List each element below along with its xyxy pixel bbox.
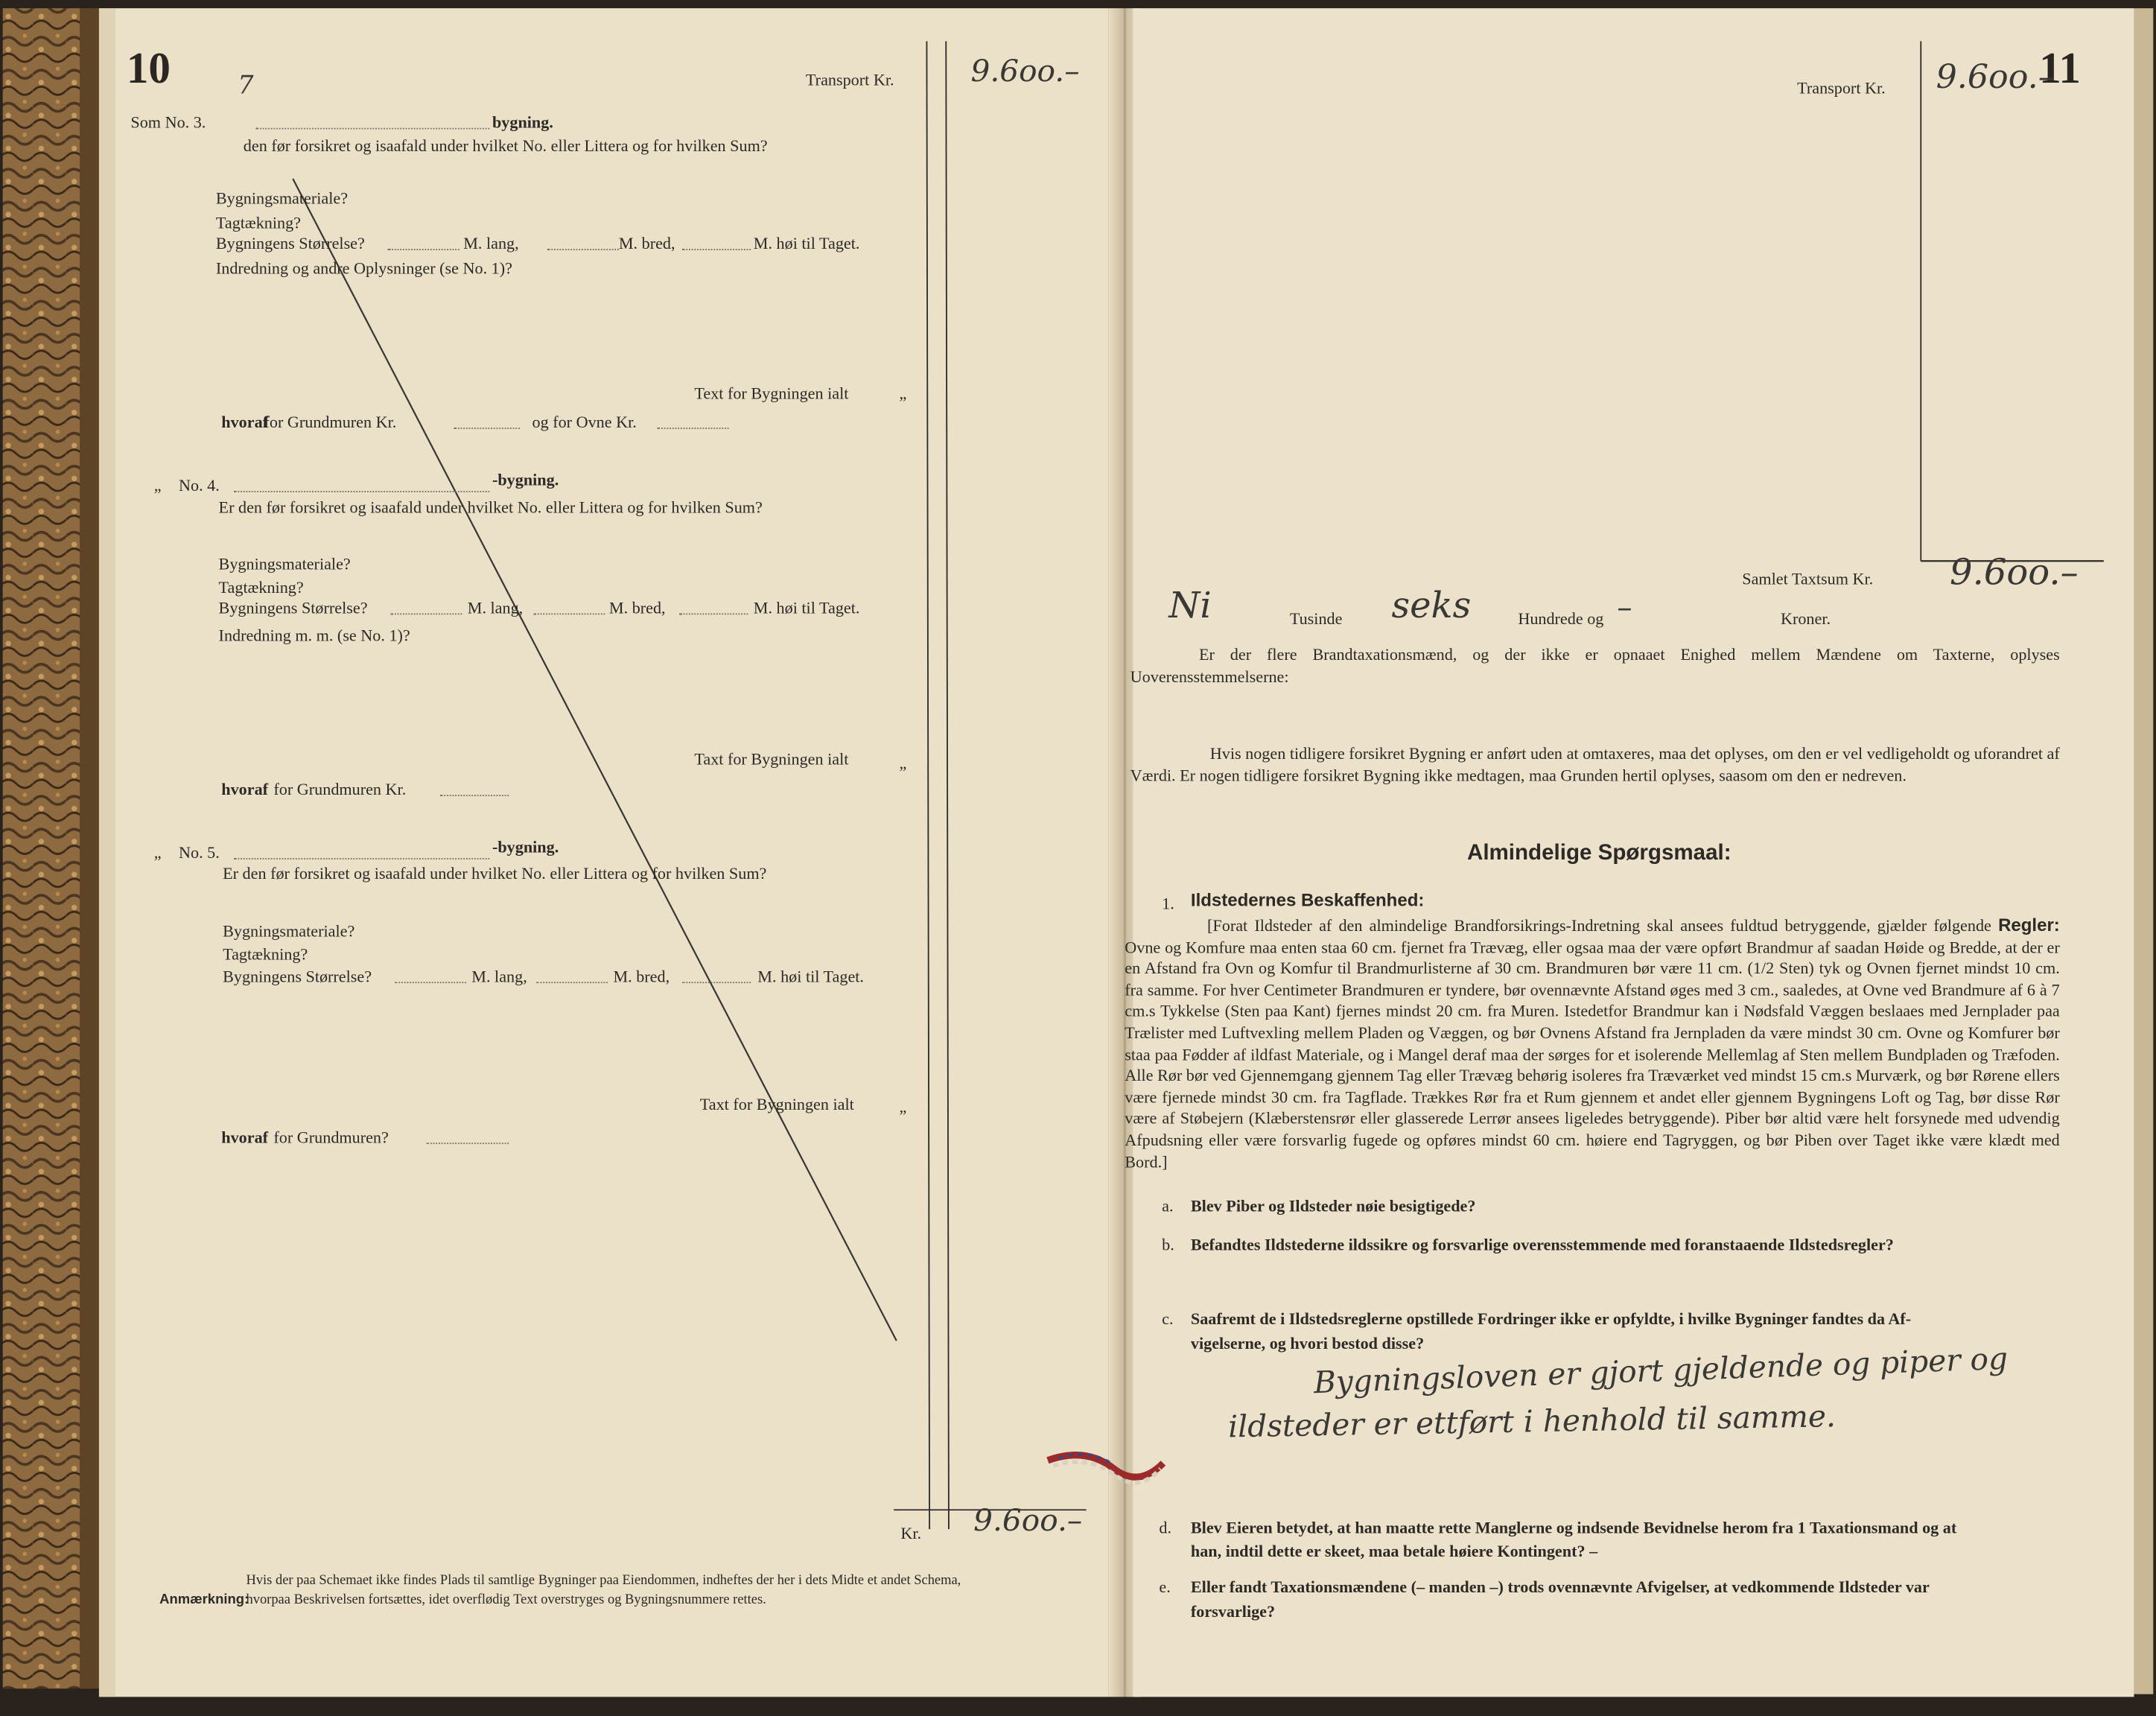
no3-width-blank bbox=[547, 249, 619, 250]
no5-width-label: M. bred, bbox=[613, 966, 670, 986]
no3-roof: Tagtækning? bbox=[215, 213, 302, 233]
rules-body: Ovne og Komfure maa enten staa 60 cm. fjernet fra Trævæg, eller ogsaa maa der være opført Brandmur af saadan Høide og Bredde, at der er en Afstand fra Ovn og Komfur til Brandmurlisterne af 30 cm. Brandmuren bør være 11 cm. (1/2 Sten) tyk og Ovnen fjernet mindst 10 cm. fra samme. For hver Centimeter Brandmuren er tyndere, bør ovennævnte Afstand øges med 3 cm., saaledes, at Ovne ved Brandmure af 6 à 7 cm.s Tykkelse (Sten paa Kant) fjernes mindst 20 cm. fra Muren. Istedetfor Brandmur kan i Nødsfald Væggen beslaaes med Jernplader paa Trælister med Luftvexling mellem Pladen og Væggen, og bør Ovnens Afstand fra Jernpladen da være mindst 30 cm. Ovne og Komfurer bør staa paa Fødder af ildfast Materiale, og i Mangel deraf maa der sørges for et isolerende Mellemlag af Sten mellem Bundpladen og Træfoden. Alle Rør bør ved Gjennemgang gjennem Tag eller Trævæg behørig isoleres fra Træværket ved mindst 15 cm.s Murværk, og bør Rørene ellers være fjernede mindst 30 cm. fra Tagflade. Trækkes Rør fra et Rum gjennem et andet eller gjennem Bygningens Loft og Tag, bør disse Rør være af Støbejern (Klæberstensrør eller glasserede Lerrør ansees ligeledes betryggende). Piber bør altid være helt forsynede med udvendig Afpudsning eller være forsvarlig fugede og opføres mindst 60 cm. høiere end Tagryggen, og bør Piben over Taget ikke være klædt med Bord.] bbox=[1125, 937, 2060, 1172]
hundreds-label: Hundrede og bbox=[1518, 608, 1604, 629]
no4-tax-label: Taxt for Bygningen ialt bbox=[694, 749, 849, 769]
no4-roof: Tagtækning? bbox=[218, 577, 304, 597]
qd-letter: d. bbox=[1159, 1518, 1172, 1538]
no3-hvoraf: hvoraf bbox=[221, 412, 269, 432]
right-transport-label: Transport Kr. bbox=[1797, 78, 1886, 98]
remark-line-1: Hvis der paa Schemaet ikke findes Plads til samtlige Bygninger paa Eiendommen, indheftes der her i dets Midte et andet Schema, bbox=[246, 1573, 961, 1589]
no5-tax-label: Taxt for Bygningen ialt bbox=[699, 1094, 854, 1114]
qc-answer-line-1: Bygningsloven er gjort gjeldende og piper og bbox=[1313, 1342, 2009, 1402]
no3-prefix: Som No. 3. bbox=[130, 112, 206, 133]
rules-intro: [Forat Ildsteder af den almindelige Brandforsikrings-Indretning skal ansees fuldtud betryggende, gjælder følgende bbox=[1207, 915, 1991, 935]
total-tax-amount: 9.6oo.– bbox=[1950, 553, 2079, 594]
no4-bygning-label: -bygning. bbox=[492, 470, 559, 490]
qc-line-2: vigelserne, og hvori bestod disse? bbox=[1190, 1333, 1425, 1353]
no3-tax-ditto: „ bbox=[899, 384, 907, 403]
no4-length-label: M. lang, bbox=[467, 598, 524, 617]
no5-foundation-blank bbox=[426, 1143, 509, 1144]
no5-length-label: M. lang, bbox=[471, 966, 527, 986]
left-page-number: 10 bbox=[126, 42, 171, 92]
no4-foundation: for Grundmuren Kr. bbox=[273, 779, 407, 799]
no5-height-blank bbox=[682, 982, 751, 983]
left-total-label: Kr. bbox=[900, 1523, 922, 1543]
no5-bygning-label: -bygning. bbox=[492, 837, 559, 857]
no4-ditto: „ bbox=[153, 475, 162, 495]
no4-tax-ditto: „ bbox=[899, 753, 907, 773]
no4-size: Bygningens Størrelse? bbox=[218, 598, 368, 617]
qb-letter: b. bbox=[1162, 1234, 1174, 1254]
previous-insurance-paragraph: Hvis nogen tidligere forsikret Bygning er anført uden at omtaxeres, maa det oplyses, om den er vel vedligeholdt og uforandret af Værdi. Er nogen tidligere forsikret Bygning ikke medtagen, maa Grunden hertil oplyses, saasom om den er nedreven. bbox=[1130, 743, 2060, 785]
no3-height-blank bbox=[682, 249, 751, 250]
total-tax-label: Samlet Taxtsum Kr. bbox=[1742, 569, 1874, 589]
disagreement-paragraph: Er der flere Brandtaxationsmænd, og der ikke er opnaaet Enighed mellem Mændene om Taxterne, oplyses Uoverensstemmelserne: bbox=[1130, 644, 2060, 686]
left-handwritten-mark: 7 bbox=[238, 72, 254, 101]
no4-height-label: M. høi til Taget. bbox=[753, 598, 860, 617]
qd-line-2: han, indtil dette er skeet, maa betale høiere Kontingent? – bbox=[1190, 1541, 1598, 1561]
no4-length-blank bbox=[390, 613, 462, 614]
right-transport-amount: 9.6oo.– bbox=[1936, 57, 2055, 97]
no4-width-blank bbox=[533, 613, 605, 614]
no3-name-blank bbox=[255, 128, 489, 130]
qc-line-1: Saafremt de i Ildstedsreglerne opstillede Fordringer ikke er opfyldte, i hvilke Bygninger fandtes da Af- bbox=[1190, 1309, 1912, 1329]
q1-number: 1. bbox=[1162, 894, 1174, 913]
no4-height-blank bbox=[679, 613, 748, 614]
no4-foundation-blank bbox=[440, 795, 509, 796]
qe-line-2: forsvarlige? bbox=[1190, 1601, 1276, 1621]
no5-height-label: M. høi til Taget. bbox=[757, 966, 864, 986]
no4-question: Er den før forsikret og isaafald under hvilket No. eller Littera og for hvilken Sum? bbox=[218, 498, 763, 518]
no3-foundation: for Grundmuren Kr. bbox=[264, 412, 397, 432]
no3-ovens: og for Ovne Kr. bbox=[532, 412, 637, 432]
qc-answer-line-2: ildsteder er ettført i henhold til samme. bbox=[1227, 1400, 1837, 1446]
no5-hvoraf: hvoraf bbox=[221, 1127, 269, 1147]
no5-tax-ditto: „ bbox=[899, 1097, 907, 1117]
kroner-label: Kroner. bbox=[1780, 608, 1831, 629]
no5-width-blank bbox=[536, 982, 608, 983]
no5-name-blank bbox=[234, 858, 489, 859]
left-transport-label: Transport Kr. bbox=[805, 70, 894, 90]
no3-tax-label: Text for Bygningen ialt bbox=[694, 384, 849, 403]
no4-prefix: No. 4. bbox=[179, 475, 220, 495]
no3-foundation-blank bbox=[454, 428, 520, 429]
qc-letter: c. bbox=[1162, 1309, 1174, 1329]
no3-width-label: M. bred, bbox=[618, 233, 675, 253]
no4-width-label: M. bred, bbox=[608, 598, 666, 617]
no3-interior: Indredning og andre Oplysninger (se No. 1)? bbox=[215, 258, 512, 278]
qb-text: Befandtes Ildstederne ildssikre og forsvarlige overensstemmende med foranstaaende Ildstedsregler? bbox=[1190, 1234, 1894, 1254]
no5-question: Er den før forsikret og isaafald under hvilket No. eller Littera og for hvilken Sum? bbox=[223, 863, 767, 883]
no4-material: Bygningsmateriale? bbox=[218, 554, 351, 573]
no5-length-blank bbox=[395, 982, 466, 983]
no5-roof: Tagtækning? bbox=[223, 944, 308, 965]
remark-line-2: hvorpaa Beskrivelsen fortsættes, idet overflødig Text overstryges og Bygningsnummere rettes. bbox=[246, 1592, 766, 1608]
no3-material: Bygningsmateriale? bbox=[215, 188, 349, 208]
no5-size: Bygningens Størrelse? bbox=[223, 966, 372, 986]
amount-words-thousands: Ni bbox=[1168, 585, 1212, 627]
q1-heading: Ildstedernes Beskaffenhed: bbox=[1190, 889, 1425, 911]
qe-line-1: Eller fandt Taxationsmændene (– manden –) trods ovennævnte Afvigelser, at vedkommende Ildsteder var bbox=[1190, 1577, 1930, 1597]
amount-words-dash: – bbox=[1617, 591, 1632, 626]
rules-label: Regler: bbox=[1998, 914, 2060, 935]
no5-ditto: „ bbox=[153, 842, 162, 862]
thousands-label: Tusinde bbox=[1289, 608, 1343, 629]
left-transport-amount: 9.6oo.– bbox=[970, 54, 1080, 90]
right-page-number: 11 bbox=[2039, 42, 2081, 92]
amount-words-hundreds: seks bbox=[1391, 585, 1472, 627]
qe-letter: e. bbox=[1159, 1577, 1171, 1597]
left-total-amount: 9.6oo.– bbox=[973, 1504, 1083, 1539]
no4-interior: Indredning m. m. (se No. 1)? bbox=[218, 626, 410, 645]
qa-text: Blev Piber og Ildsteder nøie besigtigede? bbox=[1190, 1196, 1476, 1216]
qd-line-1: Blev Eieren betydet, at han maatte rette Manglerne og indsende Bevidnelse herom fra 1 Taxationsmand og at bbox=[1190, 1518, 1957, 1538]
no5-prefix: No. 5. bbox=[179, 842, 220, 862]
no3-size: Bygningens Størrelse? bbox=[215, 233, 365, 253]
no5-foundation: for Grundmuren? bbox=[273, 1127, 389, 1147]
no3-bygning-label: bygning. bbox=[492, 112, 553, 133]
no5-material: Bygningsmateriale? bbox=[223, 921, 355, 941]
no3-length-blank bbox=[388, 249, 459, 250]
remark-label: Anmærkning: bbox=[159, 1592, 249, 1608]
section-heading: Almindelige Spørgsmaal: bbox=[1467, 841, 1732, 865]
no3-height-label: M. høi til Taget. bbox=[753, 233, 860, 253]
rules-paragraph bbox=[1125, 915, 2059, 1173]
no3-length-label: M. lang, bbox=[463, 233, 519, 253]
qa-letter: a. bbox=[1162, 1196, 1174, 1216]
no4-name-blank bbox=[234, 491, 489, 492]
no3-question: den før forsikret og isaafald under hvilket No. eller Littera og for hvilken Sum? bbox=[243, 136, 768, 156]
no4-hvoraf: hvoraf bbox=[221, 779, 269, 799]
no3-ovens-blank bbox=[658, 428, 729, 429]
